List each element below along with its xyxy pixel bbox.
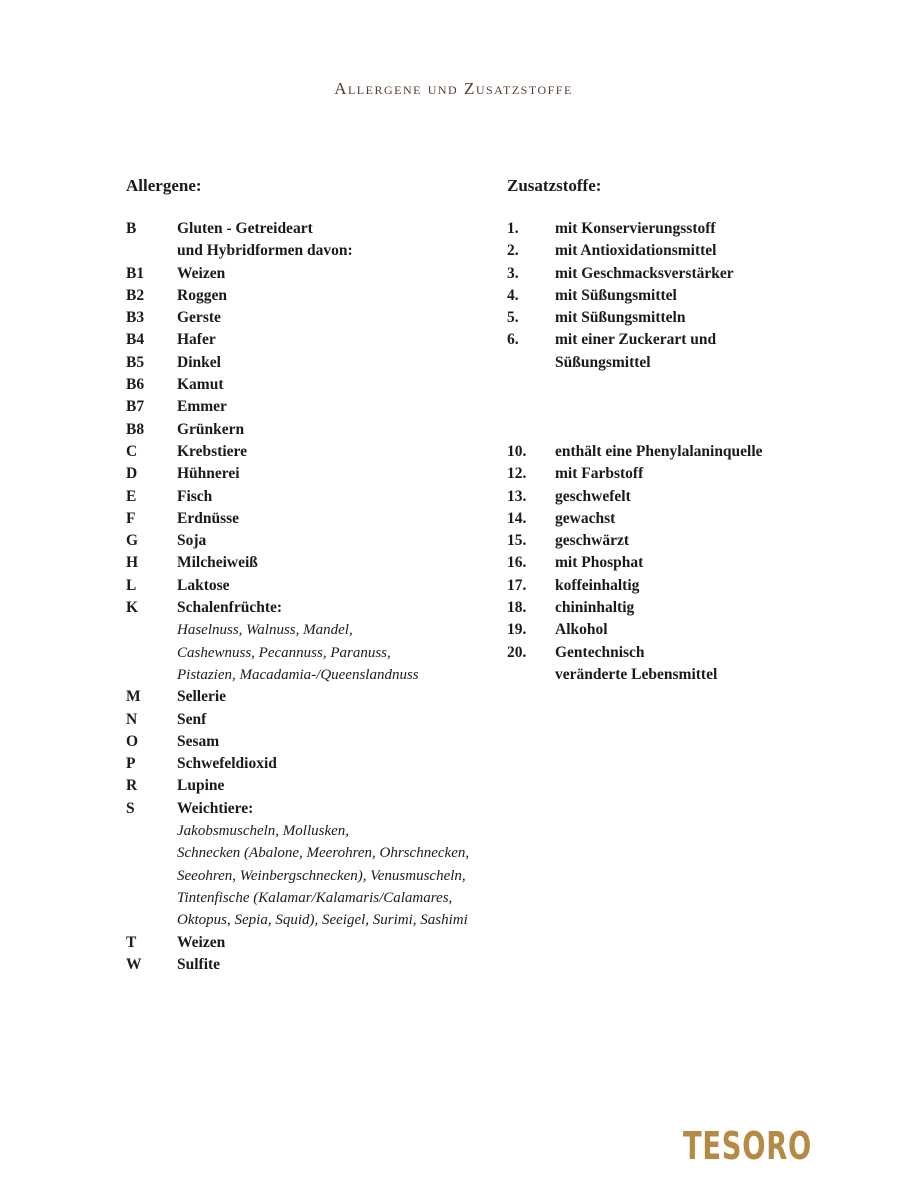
allergen-text: Fisch [177, 487, 213, 505]
zusatzstoff-text: Süßungsmittel [555, 353, 651, 371]
allergen-code: C [126, 442, 138, 460]
allergen-row [126, 932, 469, 954]
zusatzstoff-row [507, 508, 763, 530]
zusatzstoff-text: veränderte Lebensmittel [555, 665, 718, 683]
zusatzstoff-code: 17. [507, 576, 527, 594]
zusatzstoff-code [507, 352, 555, 374]
zusatzstoff-code: 19. [507, 621, 527, 639]
allergen-text: Oktopus, Sepia, Squid), Seeigel, Surimi, Sashimi [177, 912, 468, 929]
allergen-row [126, 731, 469, 753]
allergen-text: Schwefeldioxid [177, 755, 277, 773]
zusatzstoff-row [507, 530, 763, 552]
zusatzstoff-text: gewachst [555, 509, 616, 527]
zusatzstoff-row [507, 441, 763, 463]
allergen-text: Gerste [177, 309, 221, 327]
allergen-code: P [126, 755, 136, 773]
allergen-row [126, 575, 469, 597]
zusatzstoff-row [507, 486, 763, 508]
zusatzstoff-row [507, 619, 763, 641]
zusatzstoff-row [507, 263, 763, 285]
allergen-row [126, 352, 469, 374]
allergen-code [126, 887, 177, 909]
allergen-text: Sellerie [177, 688, 227, 706]
allergen-text: Jakobsmuscheln, Mollusken, [177, 823, 350, 840]
page-title: Allergene und Zusatzstoffe [334, 79, 573, 98]
allergen-code: S [126, 799, 135, 817]
allergen-code [126, 842, 177, 864]
allergen-code: B2 [126, 286, 145, 304]
zusatzstoff-code: 12. [507, 465, 527, 483]
zusatzstoff-row [507, 352, 763, 374]
allergen-row [126, 552, 469, 574]
allergen-code: R [126, 777, 138, 795]
allergen-text: Lupine [177, 777, 225, 795]
zusatzstoff-code: 3. [507, 264, 519, 282]
allergen-code: L [126, 576, 137, 594]
allergen-row [126, 842, 469, 864]
zusatzstoff-code: 15. [507, 532, 527, 550]
zusatzstoff-text: Alkohol [555, 621, 608, 639]
tesoro-logo: TESORO [683, 1124, 812, 1168]
zusatzstoff-row [507, 597, 763, 619]
zusatzstoff-code: 6. [507, 331, 519, 349]
zusatzstoff-row [507, 285, 763, 307]
zusatzstoff-text: mit Farbstoff [555, 465, 644, 483]
allergen-row [126, 307, 469, 329]
allergen-row [126, 240, 469, 262]
allergen-row [126, 263, 469, 285]
allergen-text: Sesam [177, 732, 220, 750]
allergen-text: Laktose [177, 576, 230, 594]
allergen-text: Schnecken (Abalone, Meerohren, Ohrschnecken, [177, 845, 470, 862]
allergen-code: M [126, 688, 141, 706]
allergen-code: G [126, 532, 139, 550]
allergen-row [126, 396, 469, 418]
allergen-row [126, 285, 469, 307]
zusatzstoff-code: 18. [507, 599, 527, 617]
allergen-row [126, 530, 469, 552]
allergen-text: Pistazien, Macadamia-/Queenslandnuss [177, 666, 419, 683]
zusatzstoff-text: koffeinhaltig [555, 576, 640, 594]
zusatzstoffe-list [507, 218, 763, 686]
allergen-code: B4 [126, 331, 145, 349]
allergen-text: Schalenfrüchte: [177, 599, 283, 617]
zusatzstoffe-heading: Zusatzstoffe: [507, 176, 602, 195]
allergen-row [126, 887, 469, 909]
zusatzstoff-row [507, 307, 763, 329]
allergen-row [126, 709, 469, 731]
allergen-text: Cashewnuss, Pecannuss, Paranuss, [177, 644, 391, 661]
zusatzstoff-row [507, 218, 763, 240]
allergen-row [126, 374, 469, 396]
allergen-row [126, 642, 469, 664]
allergen-code: W [126, 955, 142, 973]
allergen-row [126, 508, 469, 530]
allergen-row [126, 486, 469, 508]
zusatzstoff-row [507, 664, 763, 686]
zusatzstoff-text: geschwefelt [555, 487, 631, 505]
allergen-code [126, 865, 177, 887]
allergen-row [126, 619, 469, 641]
allergen-text: Gluten - Getreideart [177, 220, 313, 237]
allergen-code [126, 240, 177, 262]
allergen-code: B6 [126, 376, 145, 394]
allergen-row [126, 775, 469, 797]
zusatzstoff-text: mit Antioxidationsmittel [555, 242, 717, 260]
allergen-code: B [126, 220, 137, 237]
zusatzstoff-code: 10. [507, 442, 527, 460]
allergen-code [126, 619, 177, 641]
allergen-code: D [126, 465, 138, 483]
allergen-row [126, 865, 469, 887]
allergen-row [126, 909, 469, 931]
allergen-code [126, 642, 177, 664]
allergen-text: Krebstiere [177, 442, 248, 460]
zusatzstoff-text: mit Geschmacksverstärker [555, 264, 734, 282]
allergen-code: B7 [126, 398, 145, 416]
allergen-text: Sulfite [177, 955, 221, 973]
allergen-text: Hafer [177, 331, 216, 349]
zusatzstoff-text: enthält eine Phenylalaninquelle [555, 442, 763, 460]
allergen-row [126, 664, 469, 686]
allergen-text: Erdnüsse [177, 509, 240, 527]
zusatzstoff-text: mit Konservierungsstoff [555, 220, 716, 237]
allergen-text: Seeohren, Weinbergschnecken), Venusmuscheln, [177, 867, 466, 884]
allergen-code [126, 664, 177, 686]
allergen-code: E [126, 487, 137, 505]
allergen-text: Roggen [177, 286, 227, 304]
allergen-code: H [126, 554, 139, 572]
allergen-row [126, 753, 469, 775]
zusatzstoff-code: 1. [507, 220, 519, 237]
zusatzstoff-code: 13. [507, 487, 527, 505]
zusatzstoff-text: mit Süßungsmitteln [555, 309, 686, 327]
allergen-text: Haselnuss, Walnuss, Mandel, [177, 622, 353, 639]
allergen-row [126, 419, 469, 441]
allergen-text: Weichtiere: [177, 799, 254, 817]
zusatzstoff-text: mit Phosphat [555, 554, 644, 572]
allergen-text: Senf [177, 710, 207, 728]
allergen-text: Tintenfische (Kalamar/Kalamaris/Calamares, [177, 889, 453, 906]
zusatzstoff-row [507, 642, 763, 664]
zusatzstoff-text: chininhaltig [555, 599, 635, 617]
allergen-text: Soja [177, 532, 207, 550]
allergen-text: Milcheiweiß [177, 554, 258, 572]
allergen-row [126, 329, 469, 351]
allergen-code: T [126, 933, 137, 951]
allergen-code: O [126, 732, 139, 750]
zusatzstoff-text: mit einer Zuckerart und [555, 331, 717, 349]
allergen-row [126, 954, 469, 976]
allergen-row [126, 218, 469, 240]
zusatzstoff-code: 5. [507, 309, 519, 327]
allergen-code: B8 [126, 420, 145, 438]
allergen-code: B3 [126, 309, 145, 327]
zusatzstoff-code: 14. [507, 509, 527, 527]
zusatzstoff-code: 2. [507, 242, 519, 260]
zusatzstoff-text: geschwärzt [555, 532, 630, 550]
allergen-code: N [126, 710, 138, 728]
zusatzstoff-text: mit Süßungsmittel [555, 286, 677, 304]
allergen-code [126, 820, 177, 842]
zusatzstoff-row [507, 552, 763, 574]
allergene-heading: Allergene: [126, 176, 202, 195]
allergen-code: B5 [126, 353, 145, 371]
allergen-text: Emmer [177, 398, 227, 416]
zusatzstoff-row [507, 575, 763, 597]
allergen-text: Weizen [177, 264, 226, 282]
zusatzstoff-row [507, 329, 763, 351]
allergen-row [126, 820, 469, 842]
allergen-row [126, 597, 469, 619]
allergen-row [126, 463, 469, 485]
allergen-row [126, 686, 469, 708]
allergen-code [126, 909, 177, 931]
allergene-list [126, 218, 469, 976]
allergen-code: B1 [126, 264, 145, 282]
zusatzstoff-code [507, 664, 555, 686]
allergen-text: und Hybridformen davon: [177, 242, 353, 260]
zusatzstoff-text: Gentechnisch [555, 643, 645, 661]
zusatzstoff-row [507, 463, 763, 485]
allergen-row [126, 798, 469, 820]
allergen-text: Kamut [177, 376, 224, 394]
allergen-text: Weizen [177, 933, 226, 951]
zusatzstoff-code: 4. [507, 286, 519, 304]
zusatzstoff-code: 20. [507, 643, 527, 661]
zusatzstoff-code: 16. [507, 554, 527, 572]
allergen-code: F [126, 509, 136, 527]
allergen-text: Dinkel [177, 353, 221, 371]
allergen-row [126, 441, 469, 463]
allergen-text: Hühnerei [177, 465, 240, 483]
zusatzstoff-row [507, 240, 763, 262]
allergen-text: Grünkern [177, 420, 245, 438]
list-spacer [507, 374, 763, 441]
allergen-code: K [126, 599, 139, 617]
